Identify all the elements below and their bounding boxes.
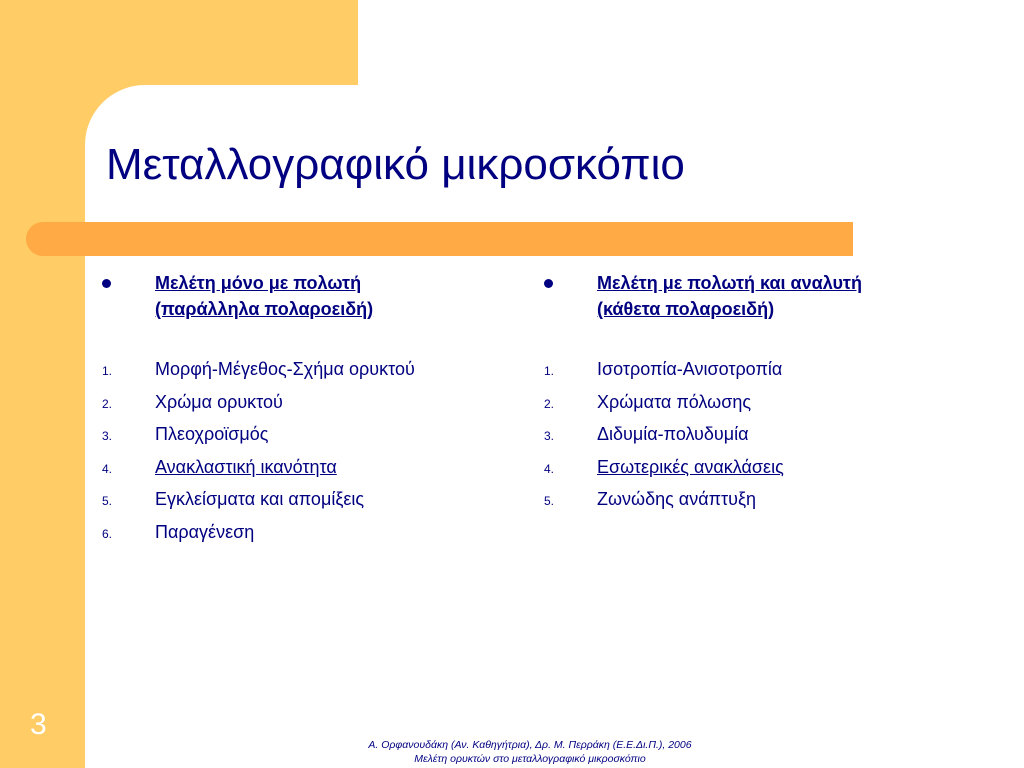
list-link-text[interactable]: Ανακλαστική ικανότητα <box>155 456 337 477</box>
left-decor-band <box>0 0 85 768</box>
left-column <box>102 270 502 554</box>
top-decor-band <box>85 0 358 85</box>
bullet-icon <box>544 279 553 288</box>
list-number: 1. <box>544 364 555 378</box>
left-heading-line1: Μελέτη μόνο με πολωτή <box>155 273 362 293</box>
list-item <box>102 391 502 424</box>
list-number: 3. <box>544 429 555 444</box>
list-item <box>544 358 944 391</box>
list-item <box>544 423 944 456</box>
list-text: Χρώμα ορυκτού <box>155 391 283 412</box>
list-text: Παραγένεση <box>155 521 255 542</box>
list-text: Εγκλείσματα και απομίξεις <box>155 489 365 510</box>
bullet-icon <box>102 279 111 288</box>
list-number: 5. <box>102 494 113 509</box>
right-heading-line1: Μελέτη με πολωτή και αναλυτή <box>597 273 862 293</box>
list-number: 2. <box>102 396 113 411</box>
list-text: Χρώματα πόλωσης <box>597 391 752 412</box>
slide-title: Μεταλλογραφικό μικροσκόπιο <box>106 140 685 189</box>
title-underline-bar <box>26 222 853 256</box>
list-item <box>102 423 502 456</box>
list-number: 1. <box>102 364 113 378</box>
list-text: Ισοτροπία-Ανισοτροπία <box>597 359 783 379</box>
left-heading-line2: (παράλληλα πολαροειδή) <box>155 299 374 319</box>
right-list <box>544 358 944 521</box>
list-number: 2. <box>544 396 555 411</box>
list-number: 5. <box>544 494 555 509</box>
list-link-text[interactable]: Εσωτερικές ανακλάσεις <box>597 456 784 477</box>
list-item <box>102 456 502 489</box>
right-column <box>544 270 944 521</box>
list-item <box>544 456 944 489</box>
list-number: 3. <box>102 429 113 444</box>
right-heading <box>544 270 944 322</box>
page-number: 3 <box>30 708 47 741</box>
list-number: 4. <box>544 461 555 476</box>
list-text: Διδυμία-πολυδυμία <box>597 424 749 445</box>
list-text: Ζωνώδης ανάπτυξη <box>597 489 757 510</box>
footer <box>300 738 760 766</box>
list-text: Πλεοχροϊσμός <box>155 424 269 445</box>
right-heading-line2: (κάθετα πολαροειδή) <box>597 299 775 319</box>
footer-line2: Μελέτη ορυκτών στο μεταλλογραφικό μικροσκόπιο <box>414 753 646 765</box>
list-item <box>544 391 944 424</box>
list-item <box>102 521 502 554</box>
list-item <box>102 358 502 391</box>
left-heading <box>102 270 502 322</box>
list-item <box>544 488 944 521</box>
list-number: 4. <box>102 461 113 476</box>
list-item <box>102 488 502 521</box>
left-list <box>102 358 502 554</box>
list-text: Μορφή-Μέγεθος-Σχήμα ορυκτού <box>155 359 415 379</box>
footer-line1: Α. Ορφανουδάκη (Αν. Καθηγήτρια), Δρ. Μ. Περράκη (Ε.Ε.Δι.Π.), 2006 <box>368 739 692 751</box>
list-number: 6. <box>102 526 113 541</box>
